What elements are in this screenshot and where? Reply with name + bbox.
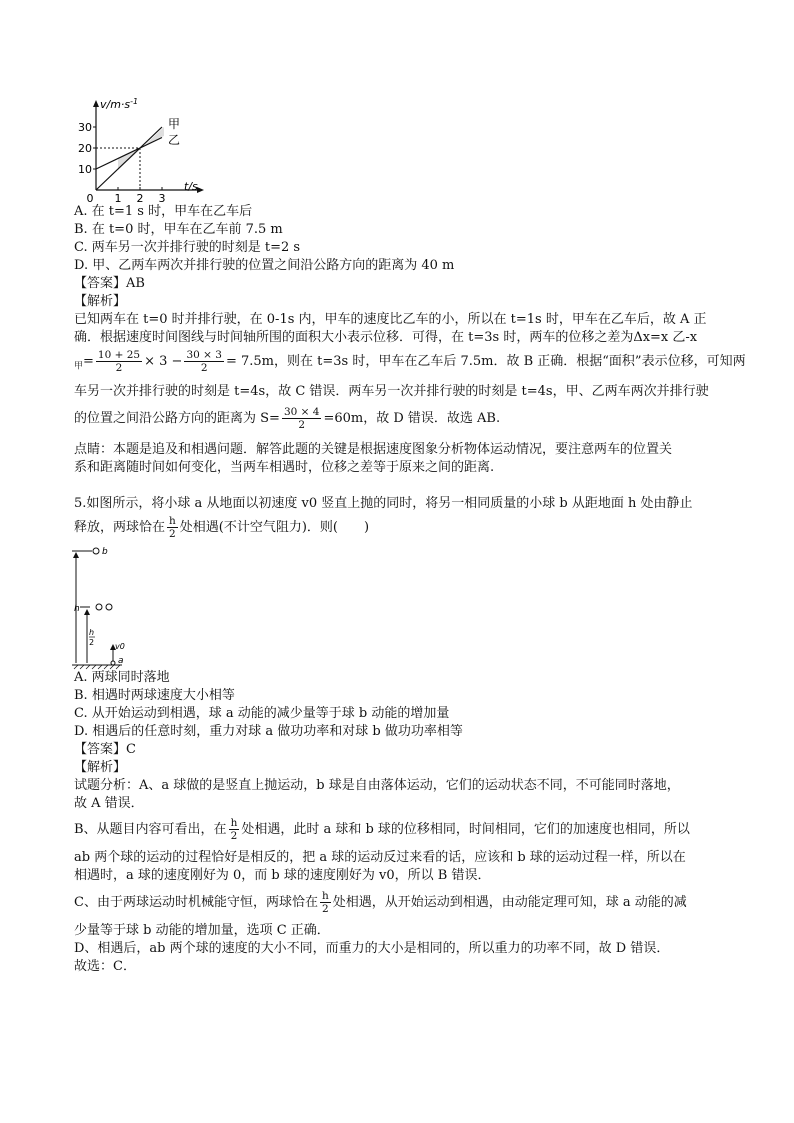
q4-analysis-line3: $_甲$= $\frac{10 + 25}{2}$ × 3 − $\frac{30 \times 3}{2}$ = 7.5m，则在 t=3s 时，甲车在乙车后 7.5m．故 B 正确．根据“面积”表示位移，可知两	[74, 349, 746, 374]
q5-answer: 【答案】C	[74, 742, 136, 757]
q5-analysis-b2: ab 两个球的运动的过程恰好是相反的，把 a 球的运动反过来看的话，应该和 b 球的运动过程一样，所以在	[74, 850, 686, 865]
q5-analysis-title: 【解析】	[74, 760, 127, 775]
vt-graph	[78, 96, 208, 205]
sub-jia: 甲	[74, 361, 84, 372]
x-tick-label: 2	[136, 192, 144, 205]
q5-analysis-b1: B、从题目内容可看出，在 $\frac{h}{2}$ 处相遇，此时 a 球和 b 球的位移相同，时间相同，它们的加速度也相同，所以	[74, 817, 690, 842]
q5-stem-line2: 释放，两球恰在 $\frac{h}{2}$ 处相遇(不计空气阻力)．则( )	[74, 515, 370, 540]
label-v0: v0	[115, 642, 125, 651]
q5-analysis-c1: C、由于两球运动时机械能守恒，两球恰在 $\frac{h}{2}$ 处相遇，从开始运动到相遇，由动能定理可知，球 a 动能的减	[74, 890, 687, 915]
y-tick-label: 20	[78, 142, 92, 155]
y-tick-label: 10	[78, 163, 92, 176]
q5-option-d: D. 相遇后的任意时刻，重力对球 a 做功功率和对球 b 做功功率相等	[74, 724, 463, 739]
q4-note-line2: 系和距离随时间如何变化，当两车相遇时，位移之差等于原来之间的距离.	[74, 460, 495, 475]
y-tick-label: 30	[78, 121, 92, 134]
x-axis-label: t/s	[184, 180, 198, 193]
q5-option-a: A. 两球同时落地	[74, 670, 170, 685]
curve-label-yi: 乙	[168, 133, 181, 147]
q4-option-c: C. 两车另一次并排行驶的时刻是 t=2 s	[74, 240, 301, 255]
q4-analysis-title: 【解析】	[74, 294, 127, 309]
meet-ball-1	[96, 604, 102, 610]
q4-analysis-line1: 已知两车在 t=0 时并排行驶，在 0-1s 内，甲车的速度比乙车的小，所以在 t=1s 时，甲车在乙车后，故 A 正	[74, 312, 707, 327]
q5-option-c: C. 从开始运动到相遇，球 a 动能的减少量等于球 b 动能的增加量	[74, 706, 450, 721]
label-a: a	[118, 656, 124, 666]
q5-analysis-d1: D、相遇后，ab 两个球的速度的大小不同，而重力的大小是相同的，所以重力的功率不同，故 D 错误．	[74, 941, 670, 956]
label-h: h	[74, 604, 80, 614]
q5-analysis-a1: 试题分析：A、a 球做的是竖直上抛运动，b 球是自由落体运动，它们的运动状态不同，不可能同时落地，	[74, 778, 680, 793]
fraction: $\frac{30 \times 4}{2}$	[283, 406, 320, 431]
q5-analysis-d2: 故选：C．	[74, 959, 136, 974]
q4-analysis-line2: 确．根据速度时间图线与时间轴所围的面积大小表示位移．可得，在 t=3s 时，两车的位移之差为Δx=x 乙-x	[74, 330, 698, 345]
series-line-jia	[96, 127, 162, 190]
x-axis-arrow	[197, 187, 204, 193]
q4-option-b: B. 在 t=0 时，甲车在乙车前 7.5 m	[74, 222, 283, 237]
q5-stem-line1: 5.如图所示，将小球 a 从地面以初速度 v0 竖直上抛的同时，将另一相同质量的小球 b 从距地面 h 处由静止	[74, 496, 693, 511]
label-b: b	[102, 547, 108, 557]
q5-figure	[70, 545, 140, 670]
fraction: $\frac{10 + 25}{2}$	[97, 349, 141, 374]
fraction-h-half: $\frac{h}{2}$	[169, 515, 176, 540]
q4-analysis-line4: 车另一次并排行驶的时刻是 t=4s，故 C 错误．两车另一次并排行驶的时刻是 t=4s，甲、乙两车两次并排行驶	[74, 384, 709, 399]
q4-answer: 【答案】AB	[74, 276, 145, 291]
q5-analysis-b3: 相遇时，a 球的速度刚好为 0，而 b 球的速度刚好为 v0，所以 B 错误．	[74, 868, 491, 883]
fraction-h-half: $\frac{h}{2}$	[230, 817, 238, 842]
q4-analysis-line5: 的位置之间沿公路方向的距离为 S= $\frac{30 \times 4}{2}$ =60m，故 D 错误．故选 AB.	[74, 406, 501, 431]
q4-note-line1: 点睛：本题是追及和相遇问题．解答此题的关键是根据速度图象分析物体运动情况，要注意两车的位置关	[74, 442, 673, 457]
q5-analysis-a2: 故 A 错误．	[74, 796, 144, 811]
fraction-h-half: $\frac{h}{2}$	[321, 890, 329, 915]
ball-a	[111, 661, 115, 665]
q5-option-b: B. 相遇时两球速度大小相等	[74, 688, 235, 703]
y-axis-label: $v/m\cdot s^{-1}$	[100, 97, 139, 111]
ball-b	[93, 548, 99, 554]
label-half-h-num: h	[89, 628, 95, 637]
q4-option-a: A. 在 t=1 s 时，甲车在乙车后	[74, 204, 253, 219]
q5-analysis-c2: 少量等于球 b 动能的增加量，选项 C 正确．	[74, 923, 330, 938]
y-axis-arrow	[93, 100, 99, 107]
label-half-h-den: 2	[89, 638, 95, 647]
fraction: $\frac{30 \times 3}{2}$	[186, 349, 222, 374]
x-tick-label: 0	[86, 192, 94, 205]
series-line-yi	[96, 138, 162, 170]
q4-option-d: D. 甲、乙两车两次并排行驶的位置之间沿公路方向的距离为 40 m	[74, 258, 455, 273]
meet-ball-2	[106, 604, 112, 610]
x-tick-label: 3	[158, 192, 166, 205]
curve-label-jia: 甲	[168, 117, 181, 131]
x-tick-label: 1	[114, 192, 122, 205]
